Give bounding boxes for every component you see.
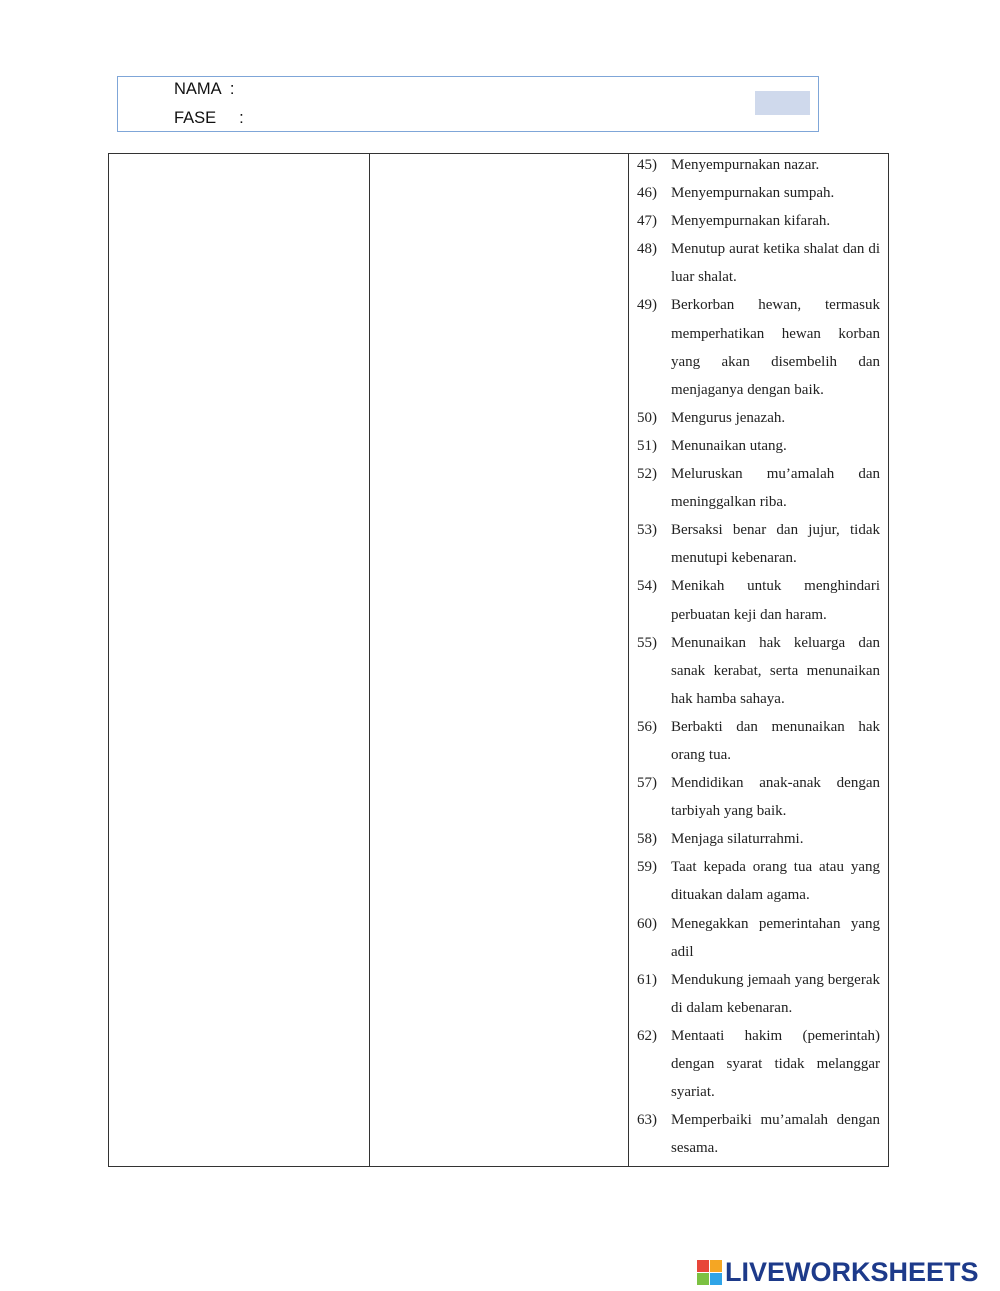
list-item-text: Berkorban hewan, termasuk memperhatikan hewan korban yang akan disembelih dan menjaganya dengan baik. <box>671 297 880 398</box>
list-item-number: 50) <box>637 409 657 426</box>
list-item <box>637 825 880 853</box>
list-item-text: Bersaksi benar dan jujur, tidak menutupi kebenaran. <box>671 522 880 567</box>
list-item-number: 60) <box>637 915 657 932</box>
list-item-text: Memperbaiki mu’amalah dengan sesama. <box>671 1112 880 1157</box>
list-item-number: 59) <box>637 859 657 876</box>
table-cell-column-2 <box>370 154 628 1166</box>
list-item-number: 51) <box>637 437 657 454</box>
list-item-text: Mendidikan anak-anak dengan tarbiyah yang baik. <box>671 775 880 820</box>
list-item-number: 48) <box>637 241 657 258</box>
list-item-number: 47) <box>637 213 657 230</box>
column-divider <box>628 154 629 1166</box>
list-item <box>637 1106 880 1162</box>
list-item <box>637 516 880 572</box>
list-item-number: 53) <box>637 522 657 539</box>
list-item-number: 62) <box>637 1027 657 1044</box>
list-item-number: 55) <box>637 634 657 651</box>
list-item-text: Menyempurnakan nazar. <box>671 157 820 173</box>
answer-box[interactable] <box>755 91 810 115</box>
list-item-text: Menunaikan hak keluarga dan sanak kerabat, serta menunaikan hak hamba sahaya. <box>671 634 880 707</box>
list-item <box>637 769 880 825</box>
column-divider <box>369 154 370 1166</box>
list-item-text: Menutup aurat ketika shalat dan di luar shalat. <box>671 241 880 286</box>
list-item <box>637 853 880 909</box>
list-item-text: Mendukung jemaah yang bergerak di dalam kebenaran. <box>671 971 880 1016</box>
list-item <box>637 235 880 291</box>
student-info-box <box>117 76 819 132</box>
list-item-number: 52) <box>637 466 657 483</box>
list-item-text: Menyempurnakan kifarah. <box>671 213 831 230</box>
list-item-text: Mentaati hakim (pemerintah) dengan syarat tidak melanggar syariat. <box>671 1027 880 1101</box>
branch-list <box>637 151 880 1162</box>
list-item <box>637 291 880 403</box>
logo-mark-icon <box>697 1260 722 1285</box>
list-item <box>637 179 880 207</box>
list-item <box>637 432 880 460</box>
list-item <box>637 966 880 1022</box>
list-item <box>637 629 880 713</box>
list-item <box>637 910 880 966</box>
phase-input[interactable] <box>233 107 753 131</box>
list-item-text: Menunaikan utang. <box>671 437 787 454</box>
list-item <box>637 404 880 432</box>
list-item-number: 63) <box>637 1112 657 1129</box>
name-input[interactable] <box>233 78 753 102</box>
list-item-number: 45) <box>637 157 657 173</box>
list-item <box>637 460 880 516</box>
list-item-text: Berbakti dan menunaikan hak orang tua. <box>671 718 880 763</box>
list-item-number: 54) <box>637 578 657 595</box>
table-cell-column-1 <box>109 154 369 1166</box>
list-item-text: Meluruskan mu’amalah dan meninggalkan riba. <box>671 466 880 511</box>
list-item-text: Menegakkan pemerintahan yang adil <box>671 915 880 960</box>
list-item-number: 46) <box>637 185 657 202</box>
list-item-number: 57) <box>637 775 657 792</box>
list-item-number: 49) <box>637 297 657 314</box>
list-item-number: 58) <box>637 831 657 848</box>
list-item-text: Menyempurnakan sumpah. <box>671 185 835 202</box>
brand-name: LIVEWORKSHEETS <box>725 1256 979 1287</box>
list-item <box>637 207 880 235</box>
list-item-text: Menjaga silaturrahmi. <box>671 831 804 848</box>
list-item <box>637 1022 880 1106</box>
name-label: NAMA : <box>174 80 235 98</box>
list-item <box>637 572 880 628</box>
list-item-text: Menikah untuk menghindari perbuatan keji dan haram. <box>671 578 880 623</box>
list-item-number: 56) <box>637 718 657 735</box>
list-item-text: Taat kepada orang tua atau yang dituakan dalam agama. <box>671 859 880 904</box>
list-item <box>637 151 880 179</box>
list-item-text: Mengurus jenazah. <box>671 409 786 426</box>
list-item-number: 61) <box>637 971 657 988</box>
liveworksheets-logo <box>697 1257 979 1287</box>
list-item <box>637 713 880 769</box>
phase-label: FASE : <box>174 109 244 127</box>
